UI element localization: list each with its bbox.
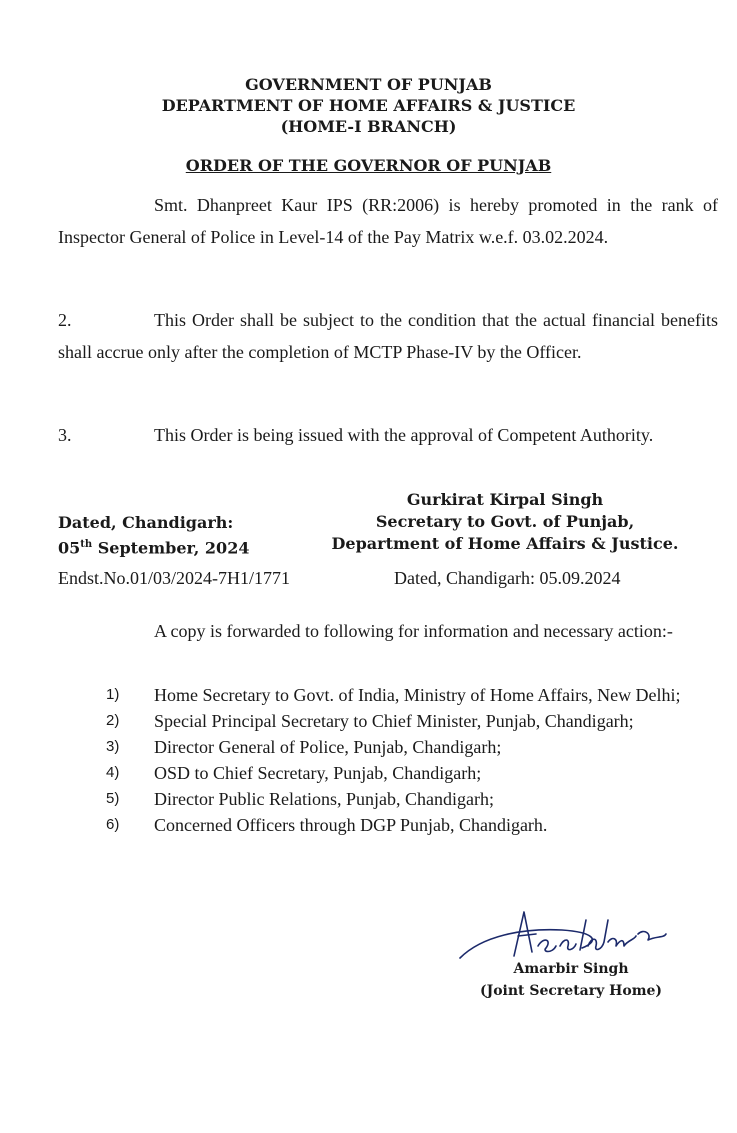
list-item	[58, 761, 718, 785]
endorsement-number: Endst.No.01/03/2024-7H1/1771	[58, 568, 290, 588]
list-item	[58, 709, 718, 733]
paragraph-3	[58, 419, 718, 451]
signatory-block	[295, 489, 715, 555]
list-item-number: 4)	[106, 764, 120, 781]
header-branch: (HOME-I BRANCH)	[280, 117, 457, 136]
officer-name: Amarbir Singh	[513, 961, 629, 977]
dated-day: 05	[58, 538, 81, 558]
document-header	[0, 74, 737, 137]
list-item-number: 3)	[106, 738, 120, 755]
signatory-department: Department of Home Affairs & Justice.	[331, 534, 679, 553]
dated-block	[58, 512, 249, 559]
dated-month-year: September, 2024	[92, 538, 250, 558]
list-item-number: 2)	[106, 712, 120, 729]
paragraph-2-text: This Order shall be subject to the condition that the actual financial benefits shall accrue only after the completion of MCTP Phase-IV by the Officer.	[58, 310, 718, 362]
copy-forward-text: A copy is forwarded to following for information and necessary action:-	[154, 621, 673, 641]
officer-designation: (Joint Secretary Home)	[479, 983, 663, 999]
dated-place: Dated, Chandigarh:	[58, 513, 234, 532]
handwritten-signature	[452, 906, 672, 966]
list-item-text: OSD to Chief Secretary, Punjab, Chandigarh;	[154, 763, 482, 783]
paragraph-1: Smt. Dhanpreet Kaur IPS (RR:2006) is hereby promoted in the rank of Inspector General of Police in Level-14 of the Pay Matrix w.e.f. 03.02.2024.	[58, 195, 718, 247]
endorsement-date: Dated, Chandigarh: 05.09.2024	[394, 568, 621, 588]
dated-day-suffix: th	[80, 539, 93, 550]
list-item-text: Special Principal Secretary to Chief Minister, Punjab, Chandigarh;	[154, 711, 634, 731]
list-item-number: 1)	[106, 686, 120, 703]
signatory-name: Gurkirat Kirpal Singh	[406, 490, 604, 509]
list-item	[58, 787, 718, 811]
list-item-number: 6)	[106, 816, 120, 833]
list-item-text: Concerned Officers through DGP Punjab, Chandigarh.	[154, 815, 548, 835]
order-title: ORDER OF THE GOVERNOR OF PUNJAB	[185, 156, 552, 175]
list-item-text: Director Public Relations, Punjab, Chandigarh;	[154, 789, 494, 809]
paragraph-2	[58, 304, 718, 368]
signatory-designation: Secretary to Govt. of Punjab,	[375, 512, 635, 531]
dated-date	[58, 534, 249, 559]
list-item-number: 5)	[106, 790, 120, 807]
recipient-list	[58, 683, 718, 839]
list-item	[58, 683, 718, 707]
paragraph-2-number: 2.	[58, 310, 72, 330]
header-department: DEPARTMENT OF HOME AFFAIRS & JUSTICE	[161, 96, 576, 115]
list-item-text: Director General of Police, Punjab, Chandigarh;	[154, 737, 502, 757]
officer-block	[466, 958, 676, 1002]
list-item	[58, 735, 718, 759]
paragraph-3-text: This Order is being issued with the approval of Competent Authority.	[154, 425, 654, 445]
list-item-text: Home Secretary to Govt. of India, Ministry of Home Affairs, New Delhi;	[154, 685, 681, 705]
header-government: GOVERNMENT OF PUNJAB	[245, 75, 492, 94]
paragraph-3-number: 3.	[58, 425, 72, 445]
endorsement-line	[58, 568, 718, 589]
list-item	[58, 813, 718, 837]
